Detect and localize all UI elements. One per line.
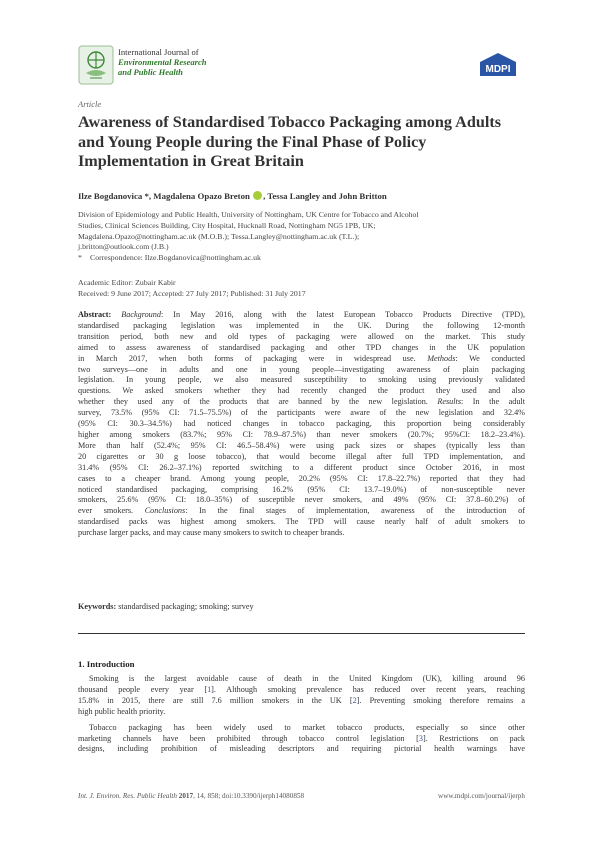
keywords — [78, 602, 528, 611]
correspondence-line — [78, 253, 528, 264]
abstract-line — [78, 397, 525, 408]
article-title: Awareness of Standardised Tobacco Packaging among Adults and Young People during the Final Phase of Policy Implementation in Great Britain — [78, 113, 502, 170]
abstract-line — [78, 506, 525, 517]
page-footer — [78, 792, 525, 800]
abstract-line: standardised packaging legislation was implemented in the UK. During the following 12-month — [78, 320, 525, 330]
keywords-text: standardised packaging; smoking; survey — [118, 602, 254, 611]
abstract-line: smokers, 25.6% (95% CI: 18.0–35%) of susceptible never smokers, and 49% (95% CI: 37.8–60.2%) of — [78, 495, 525, 505]
footer-citation — [78, 792, 304, 800]
journal-name-line2: Environmental Research — [118, 57, 207, 67]
abstract-line: questions. We asked smokers whether they had recently changed the product they used and also — [78, 386, 525, 396]
body-text: ]. Preventing smoking therefore remains a — [356, 695, 526, 705]
body-line — [78, 734, 525, 745]
affiliation-line: Magdalena.Opazo@nottingham.ac.uk (M.O.B.); Tessa.Langley@nottingham.ac.uk (T.L.); — [78, 231, 360, 241]
body-line — [78, 685, 525, 696]
svg-text:MDPI: MDPI — [485, 64, 511, 75]
abstract-line: transition period, both new and old types of packaging were allowed on the market. This study — [78, 331, 525, 341]
abstract-text: : In the final stages of implementation, awareness of the introduction of — [185, 506, 525, 516]
publication-history: Received: 9 June 2017; Accepted: 27 July 2017; Published: 31 July 2017 — [78, 288, 306, 298]
abstract-line — [78, 310, 525, 321]
abstract-line: 20 cigarettes or 30 g loose tobacco), that would become illegal after full TPD implementation, and — [78, 451, 525, 461]
body-text: marketing channels have been prohibited through tobacco control legislation [ — [78, 733, 419, 743]
body-text: ]. Restrictions on pack — [422, 733, 526, 743]
correspondence-email[interactable]: Correspondence: Ilze.Bogdanovica@nottingham.ac.uk — [90, 253, 261, 263]
ijerph-logo-icon — [78, 45, 114, 85]
footer-doi[interactable]: , 14, 858; doi:10.3390/ijerph14080858 — [193, 792, 305, 800]
abstract-text: : We conducted — [455, 353, 525, 363]
abstract-text: : In the adult — [461, 397, 526, 407]
body-text: 15.8% in 2015, there are still 7.6 million smokers in the UK [ — [78, 695, 353, 705]
author-2[interactable]: Magdalena Opazo Breton — [153, 191, 250, 201]
citation-link[interactable]: 1 — [207, 684, 212, 694]
abstract-line: purchase larger packs, and may cause many smokers to switch to cheaper brands. — [78, 528, 345, 538]
abstract-line: higher among smokers (83.7%; 95% CI: 78.9–87.5%) than never smokers (20.7%; 95%CI: 18.2–23.4%). — [78, 429, 525, 439]
correspondence-mark: * — [78, 253, 82, 263]
abstract-line: aimed to assess awareness of standardised packaging and other TPD changes in the UK population — [78, 342, 525, 352]
abstract-line: More than half (52.4%; 95% CI: 46.5–58.4%) were using pack sizes or shapes (typically less than — [78, 440, 525, 450]
citation-link[interactable]: 2 — [352, 695, 357, 705]
body-text: ]. Although smoking prevalence has reduced over recent years, reaching — [211, 684, 525, 694]
abstract-line — [78, 354, 525, 365]
affiliation-line: j.britton@outlook.com (J.B.) — [78, 242, 169, 252]
footer-journal: Int. J. Environ. Res. Public Health — [78, 792, 177, 800]
abstract-conclusions-label: Conclusions — [144, 506, 186, 516]
journal-name-line1: International Journal of — [118, 47, 199, 57]
abstract-line: (95% CI: 30.3–34.5%) had noticed changes in tobacco packaging, this proportion being considerably — [78, 419, 525, 429]
mdpi-logo-icon[interactable] — [478, 52, 518, 78]
author-list — [78, 191, 528, 201]
body-line: Tobacco packaging has been widely used to market tobacco products, especially so since other — [89, 722, 525, 732]
affiliation-block — [78, 210, 528, 264]
body-line: Smoking is the largest avoidable cause of death in the United Kingdom (UK), killing around 96 — [89, 674, 525, 683]
author-1[interactable]: Ilze Bogdanovica * — [78, 191, 149, 201]
authors-rest: , Tessa Langley and John Britton — [263, 191, 387, 201]
abstract-line: legislation. In young people, we also measured susceptibility to smoking using previously validated — [78, 375, 525, 385]
abstract-results-label: Results — [437, 397, 462, 407]
section-heading-introduction: 1. Introduction — [78, 659, 135, 669]
article-type-label: Article — [78, 99, 102, 109]
citation-link[interactable]: 3 — [418, 733, 423, 743]
abstract-text: in March 2017, when both forms of packaging were in widespread use. — [78, 353, 428, 363]
body-line: designs, including prohibition of misleading descriptors and requiring pictorial health warnings have — [78, 744, 525, 754]
abstract-line: 31.4% (95% CI: 26.2–37.1%) reported switching to a different product since October 2016, in most — [78, 462, 525, 472]
abstract-line: noticed standardised packaging, comprising 16.2% (95% CI: 13.7–19.0%) of non-susceptible never — [78, 484, 525, 494]
abstract — [78, 310, 525, 539]
journal-name-line3: and Public Health — [118, 67, 183, 77]
footer-url[interactable]: www.mdpi.com/journal/ijerph — [438, 792, 525, 800]
affiliation-line: Studies, Clinical Sciences Building, City Hospital, Hucknall Road, Nottingham NG5 1PB, UK; — [78, 220, 376, 230]
abstract-line: standardised packs was highest among smokers. The TPD will cause nearly half of adult smokers to — [78, 517, 525, 527]
author-separator: , — [148, 191, 152, 201]
academic-editor: Academic Editor: Zubair Kabir — [78, 278, 176, 287]
section-divider — [78, 633, 525, 634]
footer-year: 2017 — [178, 792, 194, 800]
abstract-line: survey, 73.5% (95% CI: 71.5–75.5%) of the participants were aware of the new legislation and 32.4% — [78, 408, 525, 418]
affiliation-line: Division of Epidemiology and Public Health, University of Nottingham, UK Centre for Tobacco and Alcohol — [78, 210, 419, 219]
introduction-body — [78, 674, 525, 755]
keywords-label: Keywords: — [78, 602, 117, 611]
orcid-icon[interactable] — [253, 191, 262, 200]
abstract-background-label: Background — [121, 310, 161, 319]
abstract-text: : In May 2016, along with the latest European Tobacco Products Directive (TPD), — [160, 310, 525, 319]
journal-name — [118, 47, 207, 77]
body-line — [78, 696, 525, 707]
body-line: high public health priority. — [78, 706, 166, 716]
abstract-line: cases to a cheaper brand. Among young people, 20.2% (95% CI: 17.8–22.7%) reported that they had — [78, 473, 525, 483]
abstract-text: whether they used any of the products that are banned by the new legislation. — [78, 397, 438, 407]
body-text: thousand people every year [ — [78, 684, 208, 694]
publication-dates — [78, 278, 528, 300]
abstract-text: ever smokers. — [78, 506, 145, 516]
abstract-methods-label: Methods — [427, 353, 456, 363]
abstract-label: Abstract: — [78, 310, 112, 319]
abstract-line: two surveys—one in adults and one in young people—investigating awareness of plain packaging — [78, 364, 525, 374]
